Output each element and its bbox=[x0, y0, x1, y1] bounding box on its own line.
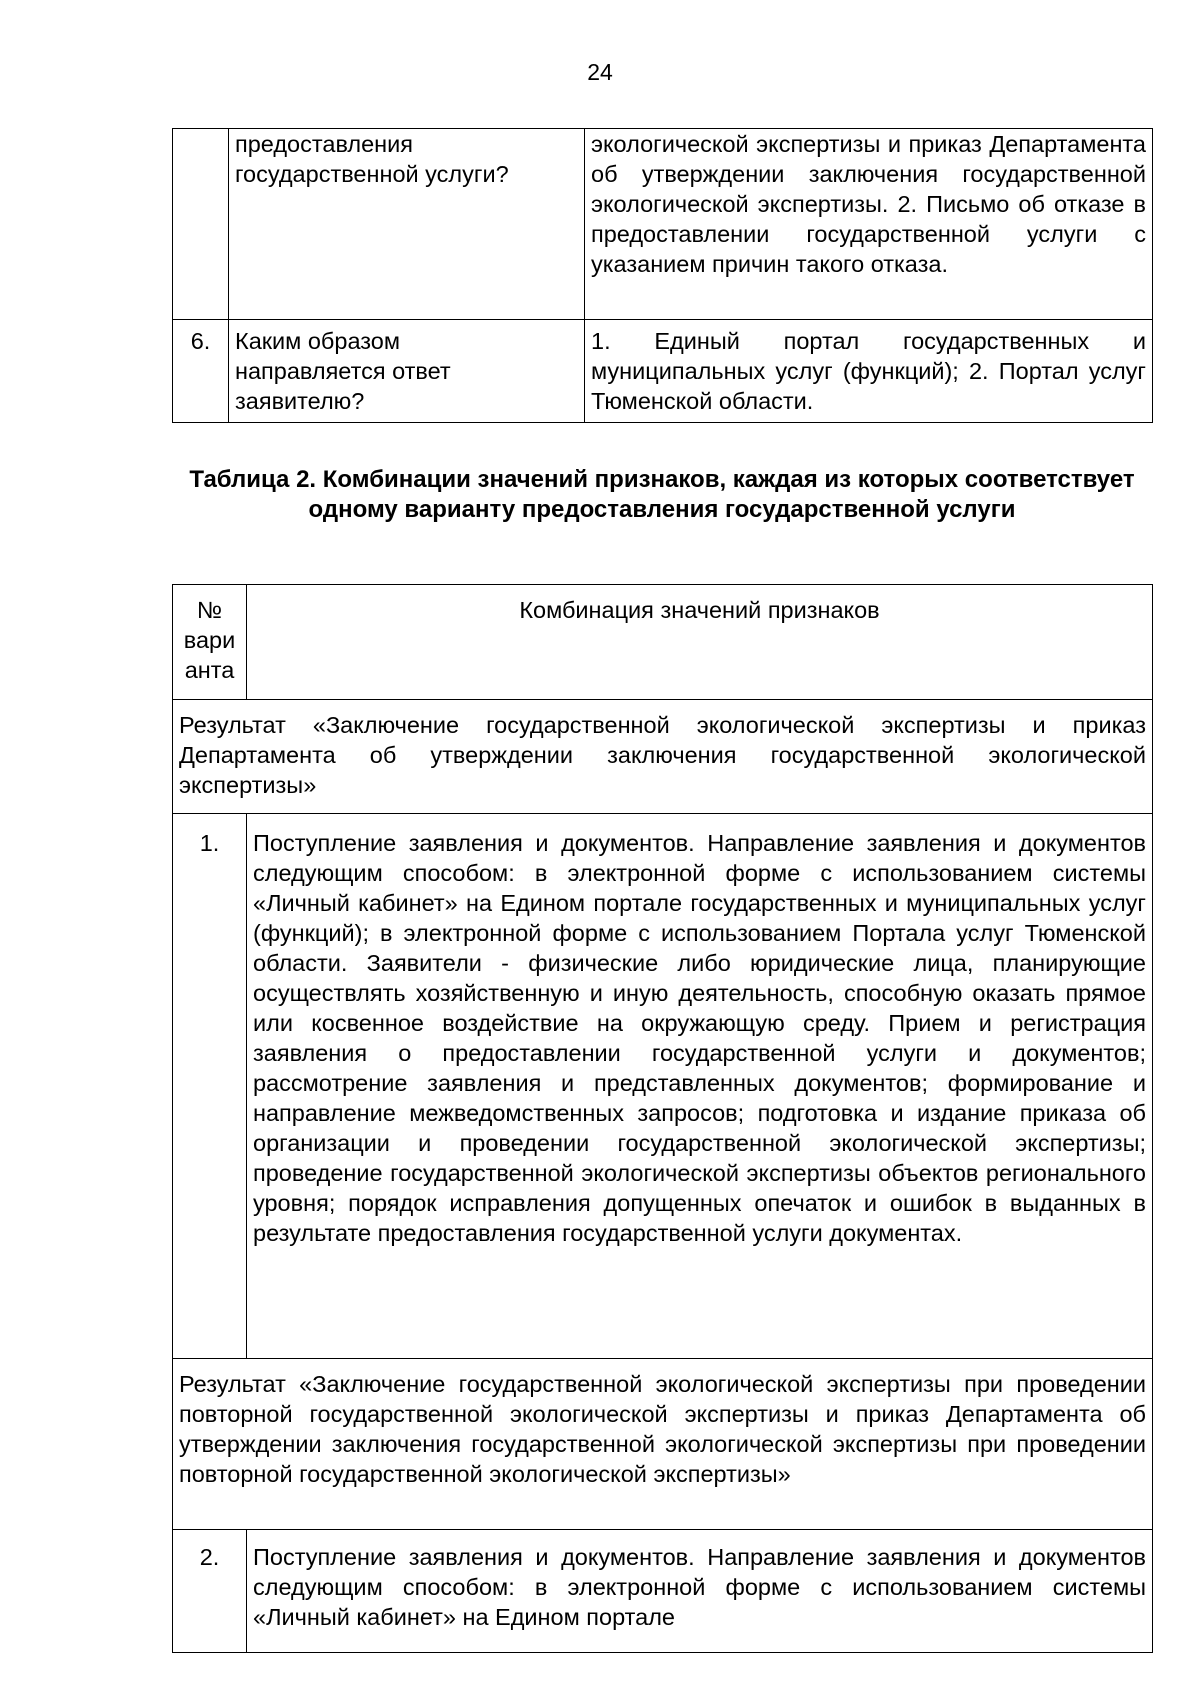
row-number bbox=[173, 129, 229, 320]
question-line: направляется ответ bbox=[235, 358, 451, 384]
row-question bbox=[229, 320, 585, 423]
header-line: анта bbox=[184, 657, 235, 683]
variant-number-header bbox=[173, 585, 247, 700]
question-line: государственной услуги? bbox=[235, 161, 509, 187]
header-row bbox=[173, 585, 1153, 700]
variant-number: 1. bbox=[173, 814, 247, 1359]
variant-text: Поступление заявления и документов. Направление заявления и документов следующим способом: в электронной форме с использованием системы «Личный кабинет» на Едином портале bbox=[247, 1530, 1153, 1653]
variant-row bbox=[173, 1530, 1153, 1653]
page-number: 24 bbox=[587, 59, 613, 85]
variant-row bbox=[173, 814, 1153, 1359]
variant-text: Поступление заявления и документов. Направление заявления и документов следующим способом: в электронной форме с использованием системы «Личный кабинет» на Едином портале государственных и муниципальных услуг (функций); в электронной форме с использованием Портала услуг Тюменской области. Заявители - физические либо юридические лица, планирующие осуществлять хозяйственную и иную деятельность, способную оказать прямое или косвенное воздействие на окружающую среду. Прием и регистрация заявления о предоставлении государственной услуги и документов; рассмотрение заявления и представленных документов; формирование и направление межведомственных запросов; подготовка и издание приказа об организации и проведении государственной экологической экспертизы; проведение государственной экологической экспертизы объектов регионального уровня; порядок исправления допущенных опечаток и ошибок в выданных в результате предоставления государственной услуги документах. bbox=[247, 814, 1153, 1359]
row-question bbox=[229, 129, 585, 320]
row-answer: 1. Единый портал государственных и муниципальных услуг (функций); 2. Портал услуг Тюменской области. bbox=[585, 320, 1153, 423]
result-text: Результат «Заключение государственной экологической экспертизы и приказ Департамента об утверждении заключения государственной экологической экспертизы» bbox=[173, 700, 1153, 814]
question-line: предоставления bbox=[235, 131, 414, 157]
result-row bbox=[173, 700, 1153, 814]
header-line: вари bbox=[183, 627, 236, 653]
result-text: Результат «Заключение государственной экологической экспертизы при проведении повторной государственной экологической экспертизы и приказ Департамента об утверждении заключения государственной экологической экспертизы при проведении повторной государственной экологической экспертизы» bbox=[173, 1359, 1153, 1530]
table-caption: Таблица 2. Комбинации значений признаков, каждая из которых соответствует одному варианту предоставления государственной услуги bbox=[189, 466, 1135, 523]
variant-number: 2. bbox=[173, 1530, 247, 1653]
header-line: № bbox=[196, 597, 223, 623]
variants-table bbox=[172, 584, 1153, 1653]
row-number: 6. bbox=[173, 320, 229, 423]
table-row bbox=[173, 320, 1153, 423]
table-row bbox=[173, 129, 1153, 320]
question-line: заявителю? bbox=[235, 388, 365, 414]
result-row bbox=[173, 1359, 1153, 1530]
question-line: Каким образом bbox=[235, 328, 400, 354]
combination-header: Комбинация значений признаков bbox=[247, 585, 1153, 700]
continuation-table bbox=[172, 128, 1153, 423]
row-answer: экологической экспертизы и приказ Департамента об утверждении заключения государственной экологической экспертизы. 2. Письмо об отказе в предоставлении государственной услуги с указанием причин такого отказа. bbox=[585, 129, 1153, 320]
